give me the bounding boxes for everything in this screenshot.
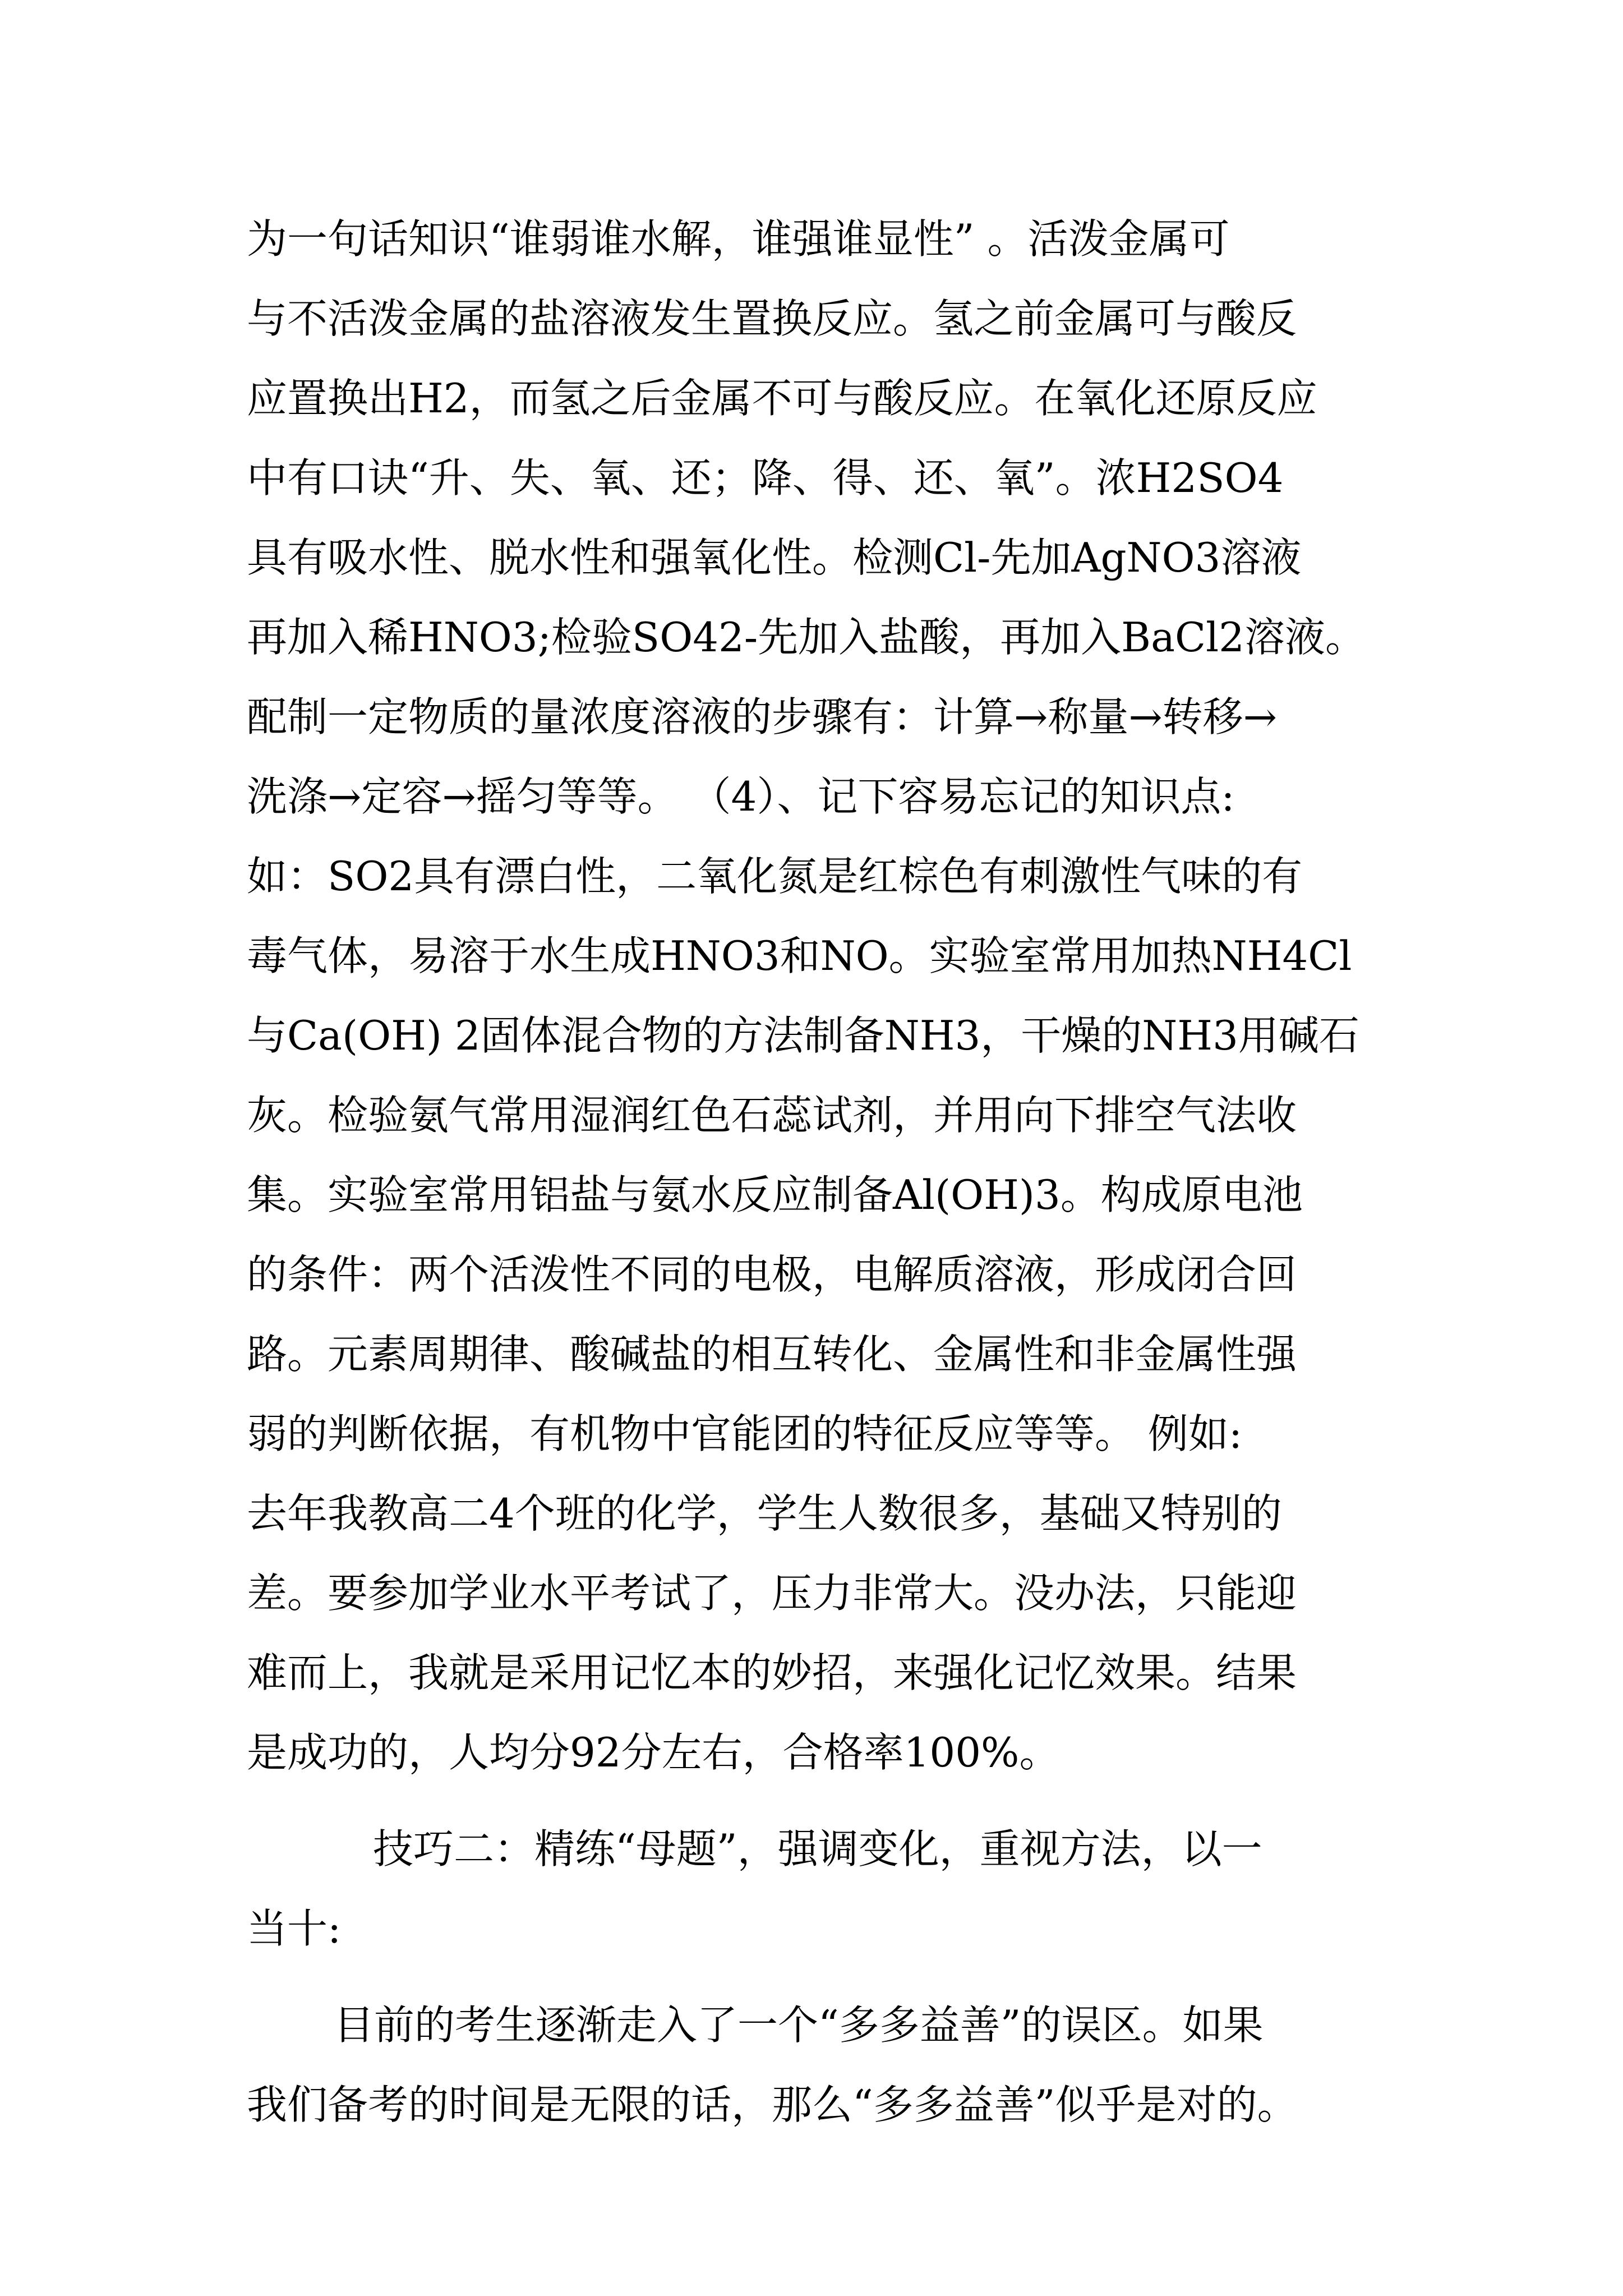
- text-line: 具有吸水性、脱水性和强氧化性。检测Cl-先加AgNO3溶液: [247, 534, 1302, 581]
- text-line: 与Ca(OH) 2固体混合物的方法制备NH3，干燥的NH3用碱石: [247, 1012, 1359, 1059]
- document-body: [247, 199, 1391, 2145]
- text-line: 路。元素周期律、酸碱盐的相互转化、金属性和非金属性强: [247, 1331, 1297, 1378]
- text-line: 去年我教高二4个班的化学，学生人数很多，基础又特别的: [247, 1490, 1282, 1537]
- text-line: 弱的判断依据，有机物中官能团的特征反应等等。 例如:: [247, 1410, 1243, 1457]
- text-line: 难而上，我就是采用记忆本的妙招，来强化记忆效果。结果: [247, 1649, 1297, 1696]
- text-line: 集。实验室常用铝盐与氨水反应制备Al(OH)3。构成原电池: [247, 1171, 1303, 1218]
- paragraph-misconception: [247, 1985, 1391, 2145]
- text-line: 毒气体，易溶于水生成HNO3和NO。实验室常用加热NH4Cl: [247, 932, 1352, 979]
- text-line: 为一句话知识“谁弱谁水解，谁强谁显性” 。活泼金属可: [247, 215, 1230, 263]
- paragraph-technique-two: [247, 1809, 1391, 1968]
- text-line: 灰。检验氨气常用湿润红色石蕊试剂，并用向下排空气法收: [247, 1092, 1297, 1139]
- text-line: 中有口诀“升、失、氧、还；降、得、还、氧”。浓H2SO4: [247, 454, 1284, 501]
- text-line: 是成功的，人均分92分左右，合格率100%。: [247, 1729, 1060, 1776]
- section-heading-line: 技巧二：精练“母题”，强调变化，重视方法，以一: [373, 1825, 1262, 1872]
- text-line: 差。要参加学业水平考试了，压力非常大。没办法，只能迎: [247, 1570, 1297, 1617]
- text-line: 洗涤→定容→摇匀等等。 （4）、记下容易忘记的知识点:: [247, 773, 1235, 820]
- text-line: 再加入稀HNO3;检验SO42-先加入盐酸，再加入BaCl2溶液。: [247, 614, 1366, 661]
- text-line: 的条件：两个活泼性不同的电极，电解质溶液，形成闭合回: [247, 1251, 1297, 1298]
- paragraph-knowledge-notes: [247, 199, 1391, 1792]
- section-heading-line: 当十:: [247, 1905, 342, 1952]
- text-line: 我们备考的时间是无限的话，那么“多多益善”似乎是对的。: [247, 2081, 1298, 2128]
- text-line: 应置换出H2，而氢之后金属不可与酸反应。在氧化还原反应: [247, 375, 1317, 422]
- text-line: 如：SO2具有漂白性，二氧化氮是红棕色有刺激性气味的有: [247, 853, 1303, 900]
- text-line: 目前的考生逐渐走入了一个“多多益善”的误区。如果: [334, 2001, 1264, 2049]
- text-line: 配制一定物质的量浓度溶液的步骤有：计算→称量→转移→: [247, 693, 1277, 740]
- text-line: 与不活泼金属的盐溶液发生置换反应。氢之前金属可与酸反: [247, 295, 1297, 342]
